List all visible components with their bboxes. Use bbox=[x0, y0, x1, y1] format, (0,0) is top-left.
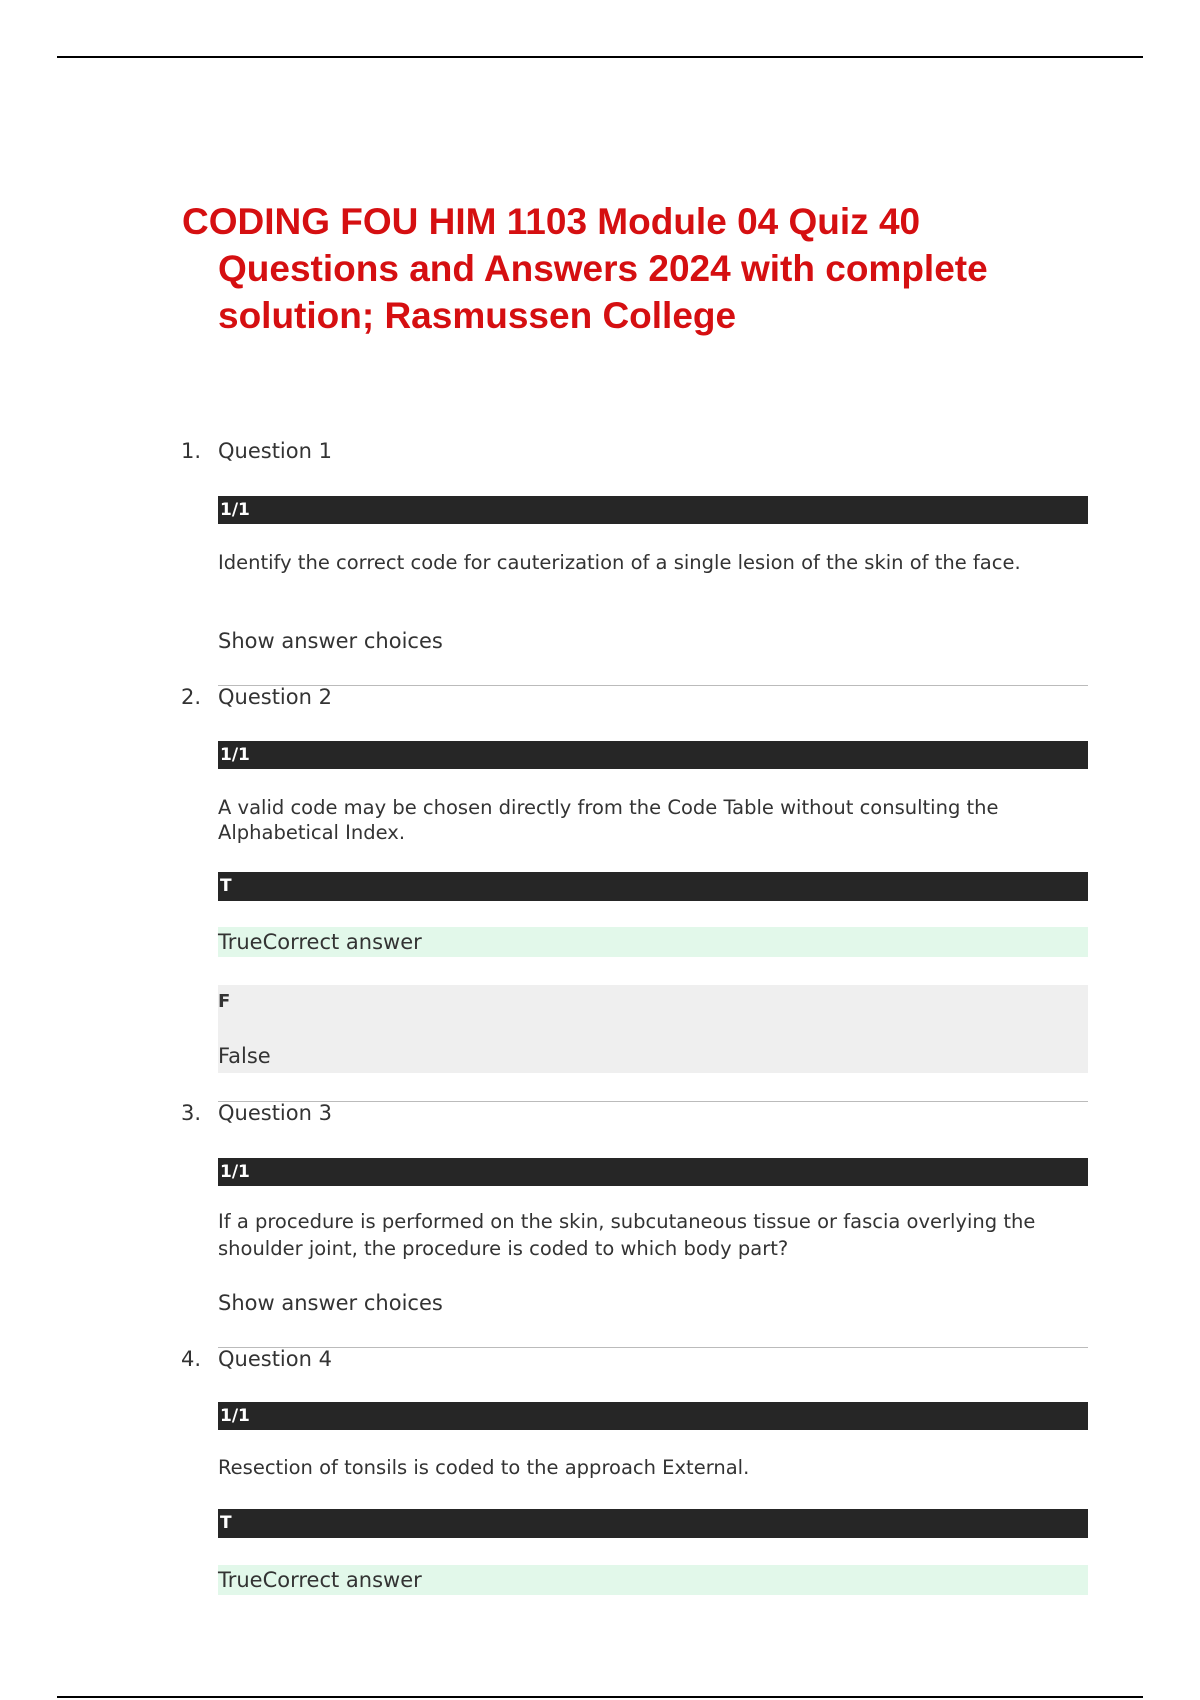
question-1-number: 1. bbox=[181, 439, 202, 463]
question-separator bbox=[218, 1347, 1088, 1348]
question-4-correct-answer: TrueCorrect answer bbox=[218, 1565, 1088, 1595]
question-2-correct-answer: TrueCorrect answer bbox=[218, 927, 1088, 957]
question-3-score: 1/1 bbox=[218, 1158, 1088, 1186]
question-1-score: 1/1 bbox=[218, 496, 1088, 524]
question-3-title: Question 3 bbox=[218, 1101, 332, 1125]
question-2-option-t-letter: T bbox=[218, 872, 1088, 901]
question-1-title: Question 1 bbox=[218, 439, 332, 463]
question-4-text: Resection of tonsils is coded to the approach External. bbox=[218, 1456, 750, 1479]
question-2-number: 2. bbox=[181, 685, 202, 709]
bottom-rule bbox=[57, 1696, 1143, 1698]
question-1-text: Identify the correct code for cauterization of a single lesion of the skin of the face. bbox=[218, 551, 1021, 574]
document-title: CODING FOU HIM 1103 Module 04 Quiz 40 Questions and Answers 2024 with complete solution; Rasmussen College bbox=[182, 201, 988, 336]
question-2-title: Question 2 bbox=[218, 685, 332, 709]
question-3-text: If a procedure is performed on the skin, subcutaneous tissue or fascia overlying the shoulder joint, the procedure is coded to which body part? bbox=[218, 1210, 1036, 1260]
question-4-number: 4. bbox=[181, 1347, 202, 1371]
question-3-number: 3. bbox=[181, 1101, 202, 1125]
question-4-option-t-letter: T bbox=[218, 1509, 1088, 1538]
question-2-text: A valid code may be chosen directly from the Code Table without consulting the Alphabetical Index. bbox=[218, 796, 999, 844]
question-2-option-f bbox=[218, 985, 1088, 1073]
question-4-title: Question 4 bbox=[218, 1347, 332, 1371]
question-separator bbox=[218, 1101, 1088, 1102]
question-2-option-f-letter: F bbox=[218, 991, 231, 1012]
question-3-show-answer-choices[interactable]: Show answer choices bbox=[218, 1291, 443, 1315]
question-2-option-f-text: False bbox=[218, 1044, 271, 1068]
top-rule bbox=[57, 56, 1143, 58]
question-separator bbox=[218, 685, 1088, 686]
question-1-show-answer-choices[interactable]: Show answer choices bbox=[218, 629, 443, 653]
question-2-score: 1/1 bbox=[218, 741, 1088, 769]
question-4-score: 1/1 bbox=[218, 1402, 1088, 1430]
